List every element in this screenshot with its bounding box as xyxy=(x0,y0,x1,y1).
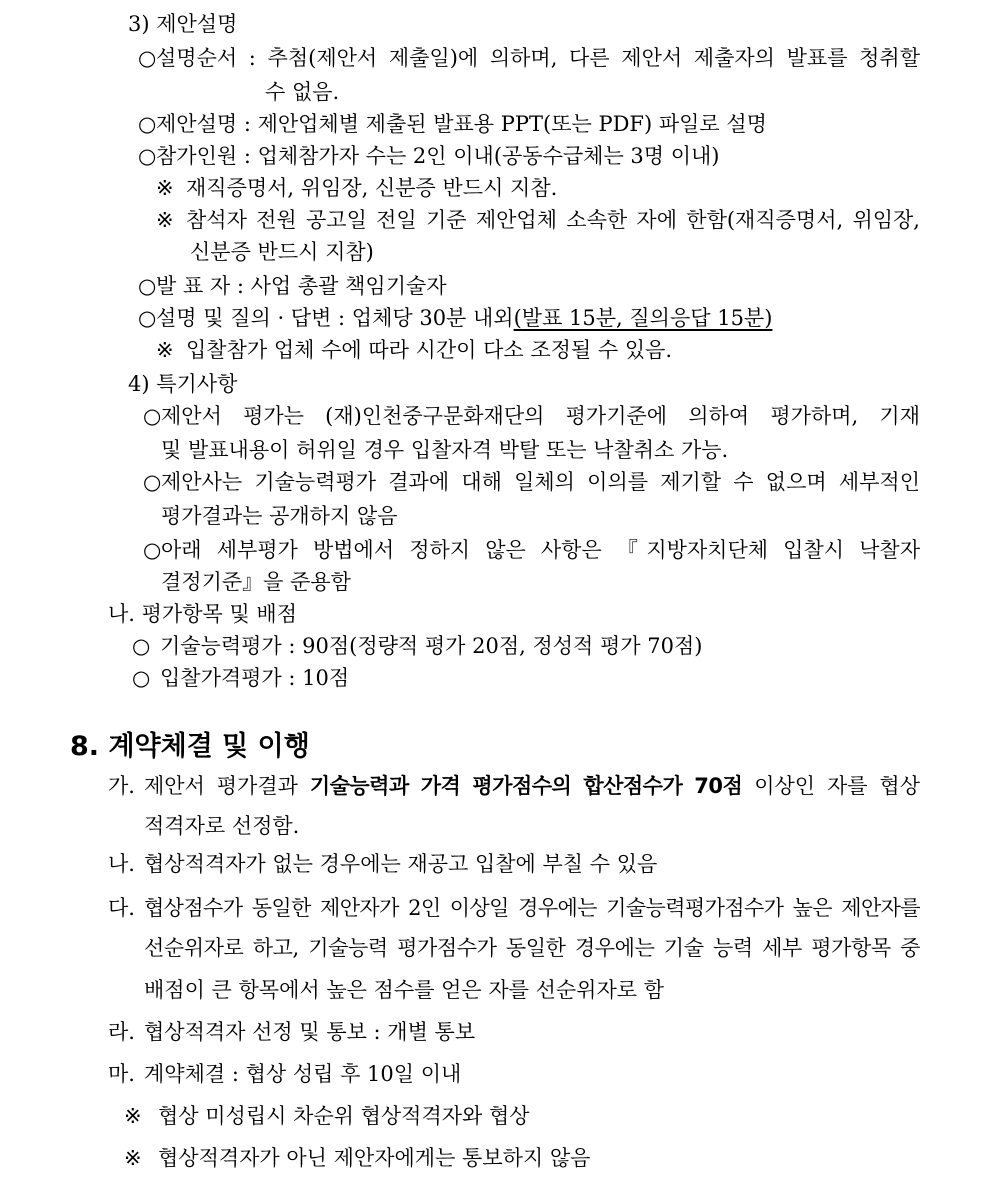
award-criteria-line1: 아래 세부평가 방법에서 정하지 않은 사항은 『지방자치단체 입찰시 낙찰자 xyxy=(161,538,920,562)
evaluation-items-title: 나. 평가항목 및 배점 xyxy=(108,602,297,626)
bullet-icon: ○ xyxy=(138,112,157,136)
note-attendee-eligibility-line2: 신분증 반드시 지참) xyxy=(190,240,374,264)
section-3-title: 3) 제안설명 xyxy=(128,12,238,36)
proposal-explanation: 제안설명 : 제안업체별 제출된 발표용 PPT(또는 PDF) 파일로 설명 xyxy=(156,112,767,136)
bullet-icon: ○ xyxy=(138,274,157,298)
bullet-icon: ○ xyxy=(143,538,162,562)
presenter: 발 표 자 : 사업 총괄 책임기술자 xyxy=(156,274,447,298)
award-criteria-line2: 결정기준』을 준용함 xyxy=(161,570,351,594)
tie-break-line1: 협상점수가 동일한 제안자가 2인 이상일 경우에는 기술능력평가점수가 높은 제안자를 xyxy=(144,896,920,920)
bullet-icon: ○ xyxy=(132,634,151,658)
evaluation-criteria-line2: 및 발표내용이 허위일 경우 입찰자격 박탈 또는 낙찰취소 가능. xyxy=(161,438,729,462)
presentation-order-line2: 수 없음. xyxy=(265,80,340,104)
contract-signing: 계약체결 : 협상 성립 후 10일 이내 xyxy=(144,1062,462,1086)
bullet-icon: ○ xyxy=(138,46,157,70)
re-bid-notice: 협상적격자가 없는 경우에는 재공고 입찰에 부칠 수 있음 xyxy=(144,852,658,876)
qa-duration-underlined: (발표 15분, 질의응답 15분) xyxy=(513,306,773,330)
qa-duration xyxy=(156,304,772,332)
bullet-icon: ○ xyxy=(132,666,151,690)
tie-break-line3: 배점이 큰 항목에서 높은 점수를 얻은 자를 선순위자로 함 xyxy=(144,978,664,1002)
reference-mark-icon: ※ xyxy=(156,208,174,232)
negotiation-eligible-line2: 적격자로 선정함. xyxy=(144,814,300,838)
reference-mark-icon: ※ xyxy=(124,1146,142,1170)
tie-break-line2: 선순위자로 하고, 기술능력 평가점수가 동일한 경우에는 기술 능력 세부 평가항목 중 xyxy=(144,936,920,960)
item-marker: 가. xyxy=(108,774,135,798)
section-4-title: 4) 특기사항 xyxy=(128,372,238,396)
note-no-notification: 협상적격자가 아닌 제안자에게는 통보하지 않음 xyxy=(158,1146,591,1170)
negotiation-eligible-bold: 기술능력과 가격 평가점수의 합산점수가 70점 xyxy=(309,774,743,798)
bullet-icon: ○ xyxy=(143,404,162,428)
attendee-count: 참가인원 : 업체참가자 수는 2인 이내(공동수급체는 3명 이내) xyxy=(156,144,720,168)
presentation-order-line1: 설명순서 : 추첨(제안서 제출일)에 의하며, 다른 제안서 제출자의 발표를 청취할 xyxy=(156,46,920,70)
bullet-icon: ○ xyxy=(138,144,157,168)
reference-mark-icon: ※ xyxy=(156,176,174,200)
negotiation-eligible-pre: 제안서 평가결과 xyxy=(144,774,298,798)
no-objection-line1: 제안사는 기술능력평가 결과에 대해 일체의 이의를 제기할 수 없으며 세부적인 xyxy=(161,470,920,494)
reference-mark-icon: ※ xyxy=(124,1104,142,1128)
negotiation-eligible-line1 xyxy=(144,772,920,800)
note-required-documents: 재직증명서, 위임장, 신분증 반드시 지참. xyxy=(186,176,558,200)
item-marker: 다. xyxy=(108,896,135,920)
note-attendee-eligibility-line1: 참석자 전원 공고일 전일 기준 제안업체 소속한 자에 한함(재직증명서, 위임장, xyxy=(186,208,920,232)
item-marker: 마. xyxy=(108,1062,135,1086)
section-8-heading: 8. 계약체결 및 이행 xyxy=(70,731,310,762)
bullet-icon: ○ xyxy=(143,470,162,494)
note-next-rank: 협상 미성립시 차순위 협상적격자와 협상 xyxy=(158,1104,530,1128)
selection-notification: 협상적격자 선정 및 통보 : 개별 통보 xyxy=(144,1020,476,1044)
reference-mark-icon: ※ xyxy=(156,338,174,362)
item-marker: 나. xyxy=(108,852,135,876)
price-score: 입찰가격평가 : 10점 xyxy=(160,666,350,690)
no-objection-line2: 평가결과는 공개하지 않음 xyxy=(161,504,398,528)
negotiation-eligible-post: 이상인 자를 협상 xyxy=(754,774,920,798)
note-time-adjustment: 입찰참가 업체 수에 따라 시간이 다소 조정될 수 있음. xyxy=(186,338,673,362)
evaluation-criteria-line1: 제안서 평가는 (재)인천중구문화재단의 평가기준에 의하여 평가하며, 기재 xyxy=(161,404,920,428)
technical-score: 기술능력평가 : 90점(정량적 평가 20점, 정성적 평가 70점) xyxy=(160,634,703,658)
bullet-icon: ○ xyxy=(138,306,157,330)
qa-duration-text: 설명 및 질의 · 답변 : 업체당 30분 내외 xyxy=(156,306,514,330)
item-marker: 라. xyxy=(108,1020,135,1044)
